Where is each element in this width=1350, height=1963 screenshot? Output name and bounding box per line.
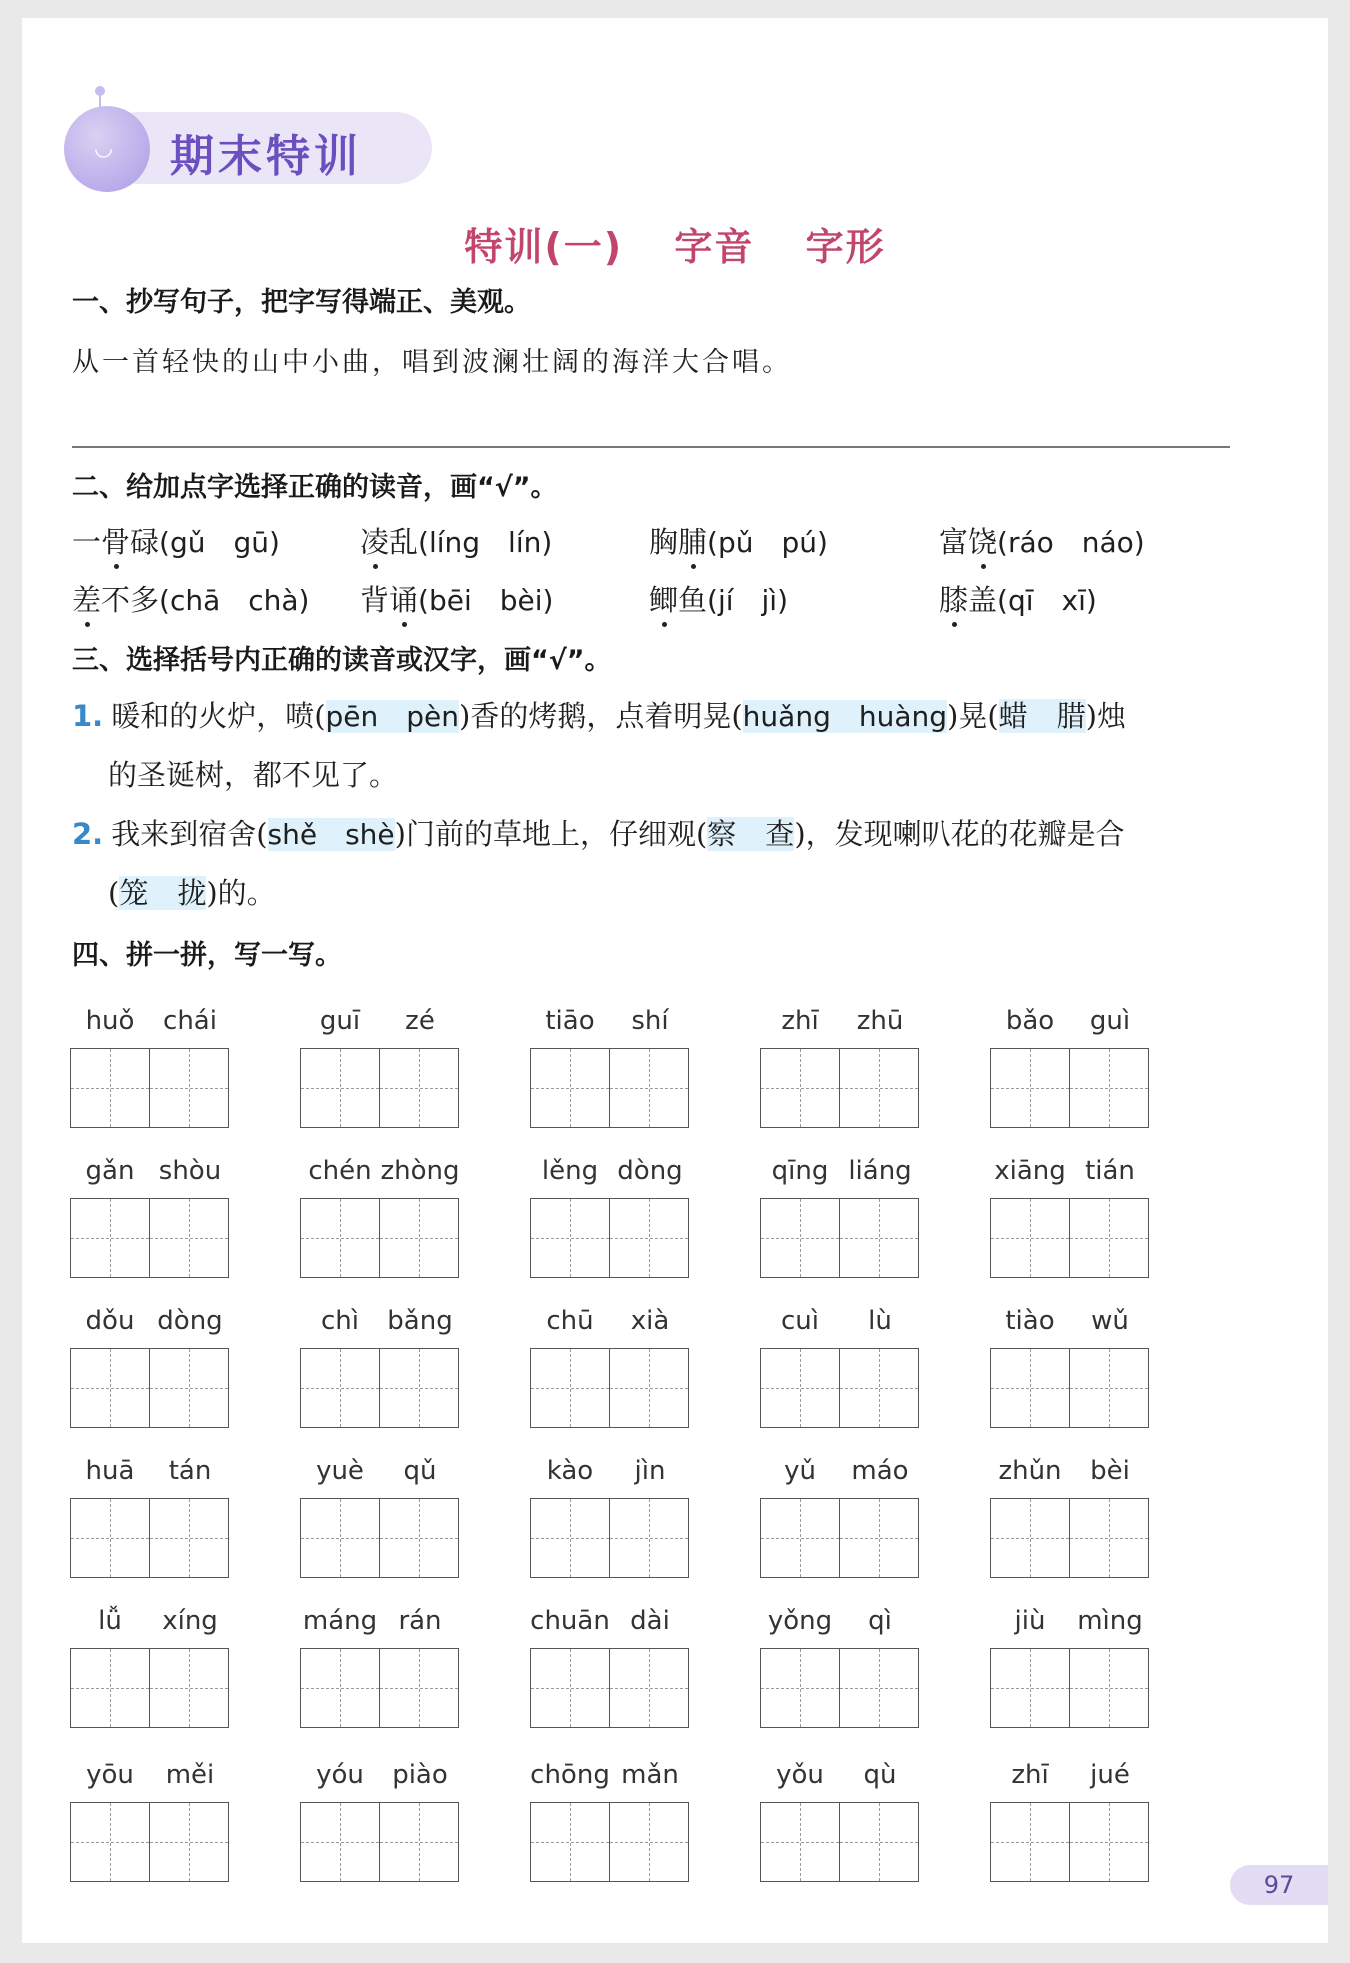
writing-boxes: [760, 1648, 920, 1728]
writing-box[interactable]: [609, 1048, 689, 1128]
word-cell: [760, 1456, 920, 1576]
pinyin-label: [530, 1306, 690, 1338]
pinyin-syllable: chén: [308, 1156, 372, 1186]
pinyin-syllable: qù: [863, 1760, 897, 1790]
q2-option-1[interactable]: shě shè: [267, 818, 395, 851]
word-prefix: 一: [72, 525, 102, 559]
pinyin-syllable: yǔ: [784, 1456, 816, 1486]
pinyin-label: [530, 1006, 690, 1038]
word-cell: [70, 1306, 230, 1426]
pinyin-syllable: lěng: [541, 1156, 599, 1186]
writing-boxes: [530, 1048, 690, 1128]
subtitle-part: 字形: [805, 225, 886, 269]
pinyin-syllable: jiù: [1014, 1606, 1046, 1636]
writing-box[interactable]: [530, 1498, 610, 1578]
writing-box[interactable]: [530, 1348, 610, 1428]
writing-box[interactable]: [300, 1198, 380, 1278]
q1-option-2[interactable]: huǎng huàng: [742, 700, 948, 733]
dotted-char: 饶: [968, 525, 998, 559]
pinyin-label: [990, 1760, 1150, 1792]
pinyin-label: [300, 1156, 460, 1188]
pinyin-syllable: liáng: [848, 1156, 912, 1186]
pinyin-label: [990, 1006, 1150, 1038]
word-cell: [990, 1006, 1150, 1126]
writing-boxes: [300, 1348, 460, 1428]
pinyin-syllable: huǒ: [85, 1006, 135, 1036]
dotted-char: 脯: [678, 525, 708, 559]
q2-text: )门前的草地上，仔细观(: [394, 817, 708, 851]
writing-box[interactable]: [70, 1498, 150, 1578]
word-cell: [760, 1006, 920, 1126]
writing-box[interactable]: [149, 1802, 229, 1882]
pinyin-syllable: tián: [1085, 1156, 1135, 1186]
writing-box[interactable]: [149, 1348, 229, 1428]
writing-box[interactable]: [530, 1648, 610, 1728]
word-cell: [300, 1306, 460, 1426]
pinyin-syllable: jué: [1090, 1760, 1130, 1790]
writing-boxes: [990, 1198, 1150, 1278]
pinyin-options[interactable]: (jí jì): [707, 584, 788, 617]
word-cell: [530, 1006, 690, 1126]
pinyin-syllable: chōng: [530, 1760, 610, 1790]
pinyin-label: [760, 1760, 920, 1792]
pinyin-syllable: xiāng: [994, 1156, 1066, 1186]
pinyin-label: [990, 1606, 1150, 1638]
pinyin-syllable: cuì: [781, 1306, 819, 1336]
word-cell: [300, 1760, 460, 1880]
writing-boxes: [530, 1348, 690, 1428]
subtitle-part: 特训(一): [464, 225, 624, 269]
writing-boxes: [70, 1198, 230, 1278]
q2-option-2[interactable]: 察 查: [707, 817, 795, 851]
dotted-char: 凌: [360, 525, 390, 559]
workbook-page: [22, 18, 1328, 1943]
writing-box[interactable]: [70, 1648, 150, 1728]
pinyin-syllable: chū: [546, 1306, 594, 1336]
writing-boxes: [760, 1198, 920, 1278]
pinyin-label: [300, 1306, 460, 1338]
writing-box[interactable]: [990, 1648, 1070, 1728]
pinyin-syllable: yǒng: [767, 1606, 833, 1636]
writing-box[interactable]: [300, 1048, 380, 1128]
word-cell: [760, 1606, 920, 1726]
reading-item[interactable]: [360, 578, 553, 619]
writing-box[interactable]: [990, 1498, 1070, 1578]
q1-text: )烛: [1085, 699, 1126, 733]
writing-boxes: [300, 1648, 460, 1728]
word-cell: [760, 1156, 920, 1276]
word-cell: [990, 1456, 1150, 1576]
writing-box[interactable]: [1069, 1802, 1149, 1882]
question-2-continued: [108, 871, 276, 912]
reading-item[interactable]: [649, 578, 788, 619]
word-suffix: 鱼: [678, 583, 708, 617]
word-suffix: 乱: [389, 525, 419, 559]
pinyin-syllable: tiào: [1005, 1306, 1055, 1336]
writing-box[interactable]: [530, 1198, 610, 1278]
writing-box[interactable]: [1069, 1648, 1149, 1728]
pinyin-options[interactable]: (bēi bèi): [418, 584, 554, 617]
pinyin-syllable: yóu: [316, 1760, 364, 1790]
writing-boxes: [530, 1498, 690, 1578]
writing-box[interactable]: [379, 1802, 459, 1882]
word-cell: [70, 1156, 230, 1276]
writing-box[interactable]: [609, 1498, 689, 1578]
writing-box[interactable]: [609, 1198, 689, 1278]
pinyin-label: [70, 1306, 230, 1338]
pinyin-label: [530, 1760, 690, 1792]
word-cell: [300, 1156, 460, 1276]
word-cell: [990, 1156, 1150, 1276]
dotted-char: 诵: [389, 583, 419, 617]
pinyin-syllable: shòu: [158, 1156, 222, 1186]
pinyin-syllable: zhū: [856, 1006, 904, 1036]
question-number: 1.: [72, 699, 104, 733]
pinyin-label: [760, 1006, 920, 1038]
pinyin-syllable: qǔ: [403, 1456, 437, 1486]
header-banner: [42, 78, 442, 218]
writing-box[interactable]: [1069, 1198, 1149, 1278]
pinyin-syllable: yuè: [316, 1456, 364, 1486]
q1-text: )香的烤鹅，点着明晃(: [459, 699, 743, 733]
word-suffix: 碌: [130, 525, 160, 559]
grid-row: [70, 1156, 1270, 1276]
pinyin-syllable: guī: [319, 1006, 361, 1036]
writing-box[interactable]: [760, 1198, 840, 1278]
pinyin-options[interactable]: (qī xī): [997, 584, 1097, 617]
question-2: [72, 812, 1125, 853]
word-cell: [70, 1006, 230, 1126]
word-cell: [990, 1606, 1150, 1726]
pinyin-syllable: xíng: [162, 1606, 218, 1636]
pinyin-syllable: tiāo: [545, 1006, 595, 1036]
banner-title: 期末特训: [170, 131, 362, 182]
writing-box[interactable]: [300, 1498, 380, 1578]
word-cell: [530, 1156, 690, 1276]
q2-option-3[interactable]: 笼 拢: [119, 876, 207, 910]
writing-box[interactable]: [300, 1802, 380, 1882]
pinyin-options[interactable]: (chā chà): [159, 584, 310, 617]
pinyin-options[interactable]: (ráo náo): [997, 526, 1145, 559]
section2-heading: 二、给加点字选择正确的读音，画“√”。: [72, 472, 558, 503]
word-cell: [300, 1456, 460, 1576]
pinyin-syllable: mǎn: [621, 1760, 679, 1790]
reading-item[interactable]: [939, 520, 1145, 561]
pinyin-label: [300, 1606, 460, 1638]
pinyin-label: [300, 1456, 460, 1488]
reading-item[interactable]: [360, 520, 552, 561]
pinyin-syllable: yōu: [86, 1760, 134, 1790]
writing-box[interactable]: [1069, 1498, 1149, 1578]
q1-text: 暖和的火炉，喷(: [111, 699, 326, 733]
pinyin-label: [70, 1456, 230, 1488]
pinyin-label: [760, 1606, 920, 1638]
q1-text: )晃(: [947, 699, 999, 733]
writing-box[interactable]: [300, 1348, 380, 1428]
pinyin-syllable: kào: [546, 1456, 594, 1486]
word-suffix: 盖: [968, 583, 998, 617]
writing-boxes: [990, 1648, 1150, 1728]
pinyin-label: [990, 1156, 1150, 1188]
pinyin-syllable: jìn: [634, 1456, 666, 1486]
word-prefix: 背: [360, 583, 390, 617]
pinyin-syllable: zhǔn: [998, 1456, 1062, 1486]
pinyin-syllable: bǎng: [387, 1306, 453, 1336]
writing-box[interactable]: [1069, 1348, 1149, 1428]
page-subtitle: [22, 216, 1328, 271]
writing-box[interactable]: [149, 1498, 229, 1578]
writing-box[interactable]: [990, 1348, 1070, 1428]
writing-boxes: [300, 1498, 460, 1578]
writing-box[interactable]: [149, 1648, 229, 1728]
pinyin-syllable: chuān: [530, 1606, 610, 1636]
writing-boxes: [990, 1048, 1150, 1128]
writing-line[interactable]: [72, 446, 1230, 448]
pinyin-syllable: zhī: [1011, 1760, 1049, 1790]
pinyin-options[interactable]: (pǔ pú): [707, 526, 828, 559]
pinyin-syllable: dài: [630, 1606, 670, 1636]
writing-box[interactable]: [760, 1648, 840, 1728]
writing-boxes: [70, 1498, 230, 1578]
writing-box[interactable]: [1069, 1048, 1149, 1128]
writing-box[interactable]: [379, 1048, 459, 1128]
question-number: 2.: [72, 817, 104, 851]
pinyin-syllable: máng: [302, 1606, 378, 1636]
pinyin-syllable: guì: [1089, 1006, 1131, 1036]
writing-box[interactable]: [839, 1198, 919, 1278]
word-cell: [990, 1306, 1150, 1426]
word-cell: [70, 1606, 230, 1726]
subtitle-part: 字音: [674, 225, 755, 269]
writing-box[interactable]: [530, 1802, 610, 1882]
writing-box[interactable]: [839, 1348, 919, 1428]
writing-box[interactable]: [609, 1648, 689, 1728]
section4-heading: 四、拼一拼，写一写。: [72, 940, 342, 971]
q2-text: 我来到宿舍(: [111, 817, 268, 851]
pinyin-syllable: bèi: [1090, 1456, 1130, 1486]
writing-boxes: [990, 1348, 1150, 1428]
pinyin-syllable: huā: [85, 1456, 135, 1486]
writing-boxes: [530, 1648, 690, 1728]
writing-box[interactable]: [839, 1048, 919, 1128]
pinyin-syllable: chái: [163, 1006, 217, 1036]
dotted-char: 差: [72, 583, 102, 617]
pinyin-label: [760, 1306, 920, 1338]
writing-box[interactable]: [530, 1048, 610, 1128]
section3-heading: 三、选择括号内正确的读音或汉字，画“√”。: [72, 645, 612, 676]
section1-heading: 一、抄写句子，把字写得端正、美观。: [72, 287, 531, 318]
grid-row: [70, 1606, 1270, 1726]
word-cell: [530, 1760, 690, 1880]
question-1: [72, 694, 1126, 735]
pinyin-label: [760, 1456, 920, 1488]
writing-box[interactable]: [990, 1048, 1070, 1128]
writing-box[interactable]: [839, 1498, 919, 1578]
writing-box[interactable]: [70, 1048, 150, 1128]
pinyin-label: [530, 1156, 690, 1188]
pinyin-label: [300, 1760, 460, 1792]
pinyin-syllable: mìng: [1077, 1606, 1143, 1636]
word-cell: [70, 1456, 230, 1576]
pinyin-syllable: zhòng: [380, 1156, 460, 1186]
pinyin-syllable: xià: [630, 1306, 670, 1336]
writing-boxes: [70, 1048, 230, 1128]
writing-box[interactable]: [839, 1648, 919, 1728]
pinyin-label: [990, 1306, 1150, 1338]
pinyin-label: [70, 1006, 230, 1038]
writing-box[interactable]: [70, 1198, 150, 1278]
pinyin-label: [300, 1006, 460, 1038]
word-cell: [760, 1760, 920, 1880]
writing-box[interactable]: [300, 1648, 380, 1728]
pinyin-syllable: chì: [321, 1306, 359, 1336]
dotted-char: 骨: [101, 525, 131, 559]
q2-text: (: [108, 876, 120, 910]
writing-box[interactable]: [990, 1802, 1070, 1882]
q1-option-1[interactable]: pēn pèn: [325, 700, 460, 733]
pinyin-label: [70, 1606, 230, 1638]
pinyin-label: [530, 1606, 690, 1638]
pinyin-syllable: dòng: [617, 1156, 683, 1186]
pinyin-syllable: yǒu: [776, 1760, 824, 1790]
pinyin-syllable: qīng: [771, 1156, 829, 1186]
pinyin-syllable: dǒu: [85, 1306, 135, 1336]
writing-boxes: [530, 1802, 690, 1882]
writing-box[interactable]: [839, 1802, 919, 1882]
pinyin-syllable: bǎo: [1005, 1006, 1055, 1036]
word-prefix: 胸: [649, 525, 679, 559]
pinyin-syllable: lǚ: [98, 1606, 122, 1636]
grid-row: [70, 1306, 1270, 1426]
writing-box[interactable]: [70, 1348, 150, 1428]
writing-box[interactable]: [149, 1048, 229, 1128]
writing-boxes: [760, 1498, 920, 1578]
writing-boxes: [70, 1348, 230, 1428]
writing-box[interactable]: [379, 1198, 459, 1278]
q2-text: )，发现喇叭花的花瓣是合: [794, 817, 1125, 851]
reading-item[interactable]: [72, 520, 280, 561]
writing-box[interactable]: [379, 1648, 459, 1728]
pinyin-label: [70, 1760, 230, 1792]
pinyin-label: [990, 1456, 1150, 1488]
writing-boxes: [300, 1048, 460, 1128]
writing-box[interactable]: [149, 1198, 229, 1278]
pinyin-syllable: zhī: [781, 1006, 819, 1036]
pinyin-syllable: gǎn: [85, 1156, 135, 1186]
writing-boxes: [70, 1648, 230, 1728]
dotted-char: 鲫: [649, 583, 679, 617]
pinyin-label: [760, 1156, 920, 1188]
writing-boxes: [990, 1802, 1150, 1882]
pinyin-options[interactable]: (gǔ gū): [159, 526, 280, 559]
word-suffix: 不多: [101, 583, 160, 617]
pinyin-syllable: tán: [168, 1456, 212, 1486]
writing-box[interactable]: [760, 1348, 840, 1428]
pinyin-syllable: shí: [631, 1006, 669, 1036]
pinyin-label: [70, 1156, 230, 1188]
pinyin-label: [530, 1456, 690, 1488]
grid-row: [70, 1456, 1270, 1576]
pinyin-syllable: piào: [392, 1760, 448, 1790]
pinyin-syllable: dòng: [157, 1306, 223, 1336]
page-number: 97: [1230, 1865, 1328, 1905]
word-cell: [300, 1606, 460, 1726]
grid-row: [70, 1006, 1270, 1126]
writing-box[interactable]: [760, 1498, 840, 1578]
writing-box[interactable]: [70, 1802, 150, 1882]
writing-boxes: [70, 1802, 230, 1882]
writing-box[interactable]: [760, 1048, 840, 1128]
reading-item[interactable]: [939, 578, 1097, 619]
q1-option-3[interactable]: 蜡 腊: [998, 699, 1086, 733]
word-cell: [300, 1006, 460, 1126]
writing-box[interactable]: [990, 1198, 1070, 1278]
writing-boxes: [530, 1198, 690, 1278]
mascot-face-icon: ◡: [94, 136, 118, 161]
word-cell: [990, 1760, 1150, 1880]
pinyin-syllable: máo: [851, 1456, 909, 1486]
reading-item[interactable]: [72, 578, 309, 619]
grid-row: [70, 1760, 1270, 1880]
word-cell: [530, 1306, 690, 1426]
dotted-char: 膝: [939, 583, 969, 617]
writing-boxes: [300, 1802, 460, 1882]
pinyin-syllable: wǔ: [1091, 1306, 1129, 1336]
word-prefix: 富: [939, 525, 969, 559]
writing-boxes: [760, 1048, 920, 1128]
writing-box[interactable]: [379, 1498, 459, 1578]
writing-box[interactable]: [609, 1348, 689, 1428]
pinyin-syllable: rán: [398, 1606, 442, 1636]
word-cell: [760, 1306, 920, 1426]
pinyin-syllable: zé: [405, 1006, 435, 1036]
pinyin-options[interactable]: (líng lín): [418, 526, 553, 559]
pinyin-syllable: qì: [868, 1606, 892, 1636]
writing-boxes: [300, 1198, 460, 1278]
reading-item[interactable]: [649, 520, 828, 561]
writing-boxes: [760, 1348, 920, 1428]
pinyin-syllable: lù: [868, 1306, 892, 1336]
copy-sentence: 从一首轻快的山中小曲，唱到波澜壮阔的海洋大合唱。: [72, 347, 792, 378]
question-1-continued: 的圣诞树，都不见了。: [108, 758, 399, 792]
writing-boxes: [760, 1802, 920, 1882]
writing-boxes: [990, 1498, 1150, 1578]
word-cell: [70, 1760, 230, 1880]
writing-box[interactable]: [609, 1802, 689, 1882]
writing-box[interactable]: [379, 1348, 459, 1428]
word-cell: [530, 1456, 690, 1576]
writing-box[interactable]: [760, 1802, 840, 1882]
q2-text: )的。: [206, 876, 276, 910]
pinyin-syllable: měi: [165, 1760, 215, 1790]
word-cell: [530, 1606, 690, 1726]
